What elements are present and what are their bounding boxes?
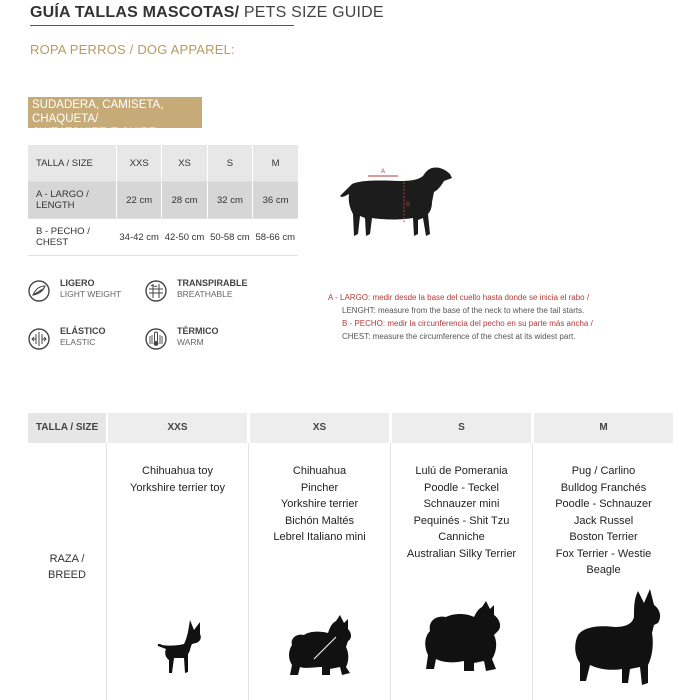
pomeranian-s-silhouette — [424, 601, 506, 673]
breed-list-xs — [250, 463, 389, 546]
apparel-chest-row — [28, 219, 298, 256]
column-divider — [248, 443, 249, 700]
apparel-size-s: S — [207, 145, 252, 182]
breed-column-xxs — [108, 413, 247, 700]
pomeranian-xs-silhouette — [286, 615, 358, 677]
title-es: GUÍA TALLAS MASCOTAS/ — [30, 4, 240, 21]
length-m: 36 cm — [253, 182, 298, 219]
feature-breathable-en: BREATHABLE — [177, 289, 233, 299]
feature-lightweight-es: LIGERO — [60, 278, 95, 288]
elastic-icon — [28, 328, 50, 350]
apparel-size-xs: XS — [162, 145, 207, 182]
apparel-header-label: TALLA / SIZE — [28, 145, 117, 182]
feature-breathable-es: TRANSPIRABLE — [177, 278, 248, 288]
breed-item: Chihuahua — [292, 465, 347, 477]
column-divider — [532, 443, 533, 700]
feature-elastic — [28, 326, 138, 354]
feature-lightweight — [28, 278, 138, 306]
breed-item: Pincher — [300, 481, 339, 494]
feature-elastic-es: ELÁSTICO — [60, 326, 106, 336]
breathable-icon — [145, 280, 167, 302]
breed-list-m — [534, 463, 673, 579]
breed-item: Bichón Maltés — [284, 514, 355, 527]
breed-column-m — [534, 413, 673, 700]
note-length-en: LENGHT: measure from the base of the neck to where the tail starts. — [342, 306, 585, 315]
breed-size-xxs: XXS — [108, 413, 247, 443]
apparel-size-xxs: XXS — [117, 145, 162, 182]
feature-lightweight-en: LIGHT WEIGHT — [60, 289, 122, 299]
apparel-length-row — [28, 182, 298, 219]
apparel-header-row — [28, 145, 298, 182]
figure-label-a: A — [381, 169, 386, 175]
breed-item: Australian Silky Terrier — [406, 547, 517, 560]
banner-line-es: SUDADERA, CAMISETA, CHAQUETA/ — [32, 99, 164, 125]
breed-list-xxs — [108, 463, 247, 496]
apparel-size-table — [28, 145, 298, 256]
length-s: 32 cm — [207, 182, 252, 219]
breed-item: Schnauzer mini — [423, 498, 500, 510]
length-xxs: 22 cm — [117, 182, 162, 219]
feature-warm-es: TÉRMICO — [177, 326, 219, 336]
column-divider — [106, 443, 107, 700]
breed-item: Chihuahua toy — [142, 465, 213, 477]
apparel-size-m: M — [253, 145, 298, 182]
breed-header-label: TALLA / SIZE — [28, 413, 106, 443]
measure-dog-silhouette — [340, 167, 452, 236]
breed-item: Canniche — [438, 531, 485, 543]
breed-item: Lebrel Italiano mini — [273, 531, 366, 543]
feather-icon — [28, 280, 50, 302]
chest-s: 50-58 cm — [207, 219, 252, 256]
length-label: A - LARGO / LENGTH — [28, 182, 117, 219]
breed-list-s — [392, 463, 531, 562]
breed-item: Fox Terrier - Westie — [555, 547, 652, 560]
feature-breathable — [145, 278, 255, 306]
breed-item: Yorkshire terrier toy — [130, 481, 225, 494]
note-chest-en: CHEST: measure the circumference of the chest at its widest part. — [342, 332, 576, 341]
note-length-es: A - LARGO: medir desde la base del cuello hasta donde se inicia el rabo / — [328, 293, 590, 302]
length-xs: 28 cm — [162, 182, 207, 219]
category-banner — [28, 97, 202, 139]
chest-xxs: 34-42 cm — [117, 219, 162, 256]
subtitle-en: DOG APPAREL: — [137, 42, 235, 57]
breed-item: Poodle - Schnauzer — [555, 498, 652, 510]
row-label-es: RAZA / — [49, 553, 85, 565]
row-label-breed — [28, 551, 106, 583]
note-chest-es: B - PECHO: medir la circunferencia del pecho en su parte más ancha / — [342, 319, 593, 328]
breed-size-xs: XS — [250, 413, 389, 443]
breed-item: Lulú de Pomerania — [415, 465, 508, 477]
title-en: PETS SIZE GUIDE — [239, 4, 384, 21]
dog-measurement-illustration — [340, 162, 455, 242]
feature-warm — [145, 326, 255, 354]
figure-label-b: B — [406, 202, 411, 208]
breed-item: Pequinés - Shit Tzu — [413, 514, 510, 527]
row-label-en: BREED — [48, 569, 86, 581]
chest-xs: 42-50 cm — [162, 219, 207, 256]
breed-item: Beagle — [586, 564, 621, 576]
chest-label: B - PECHO / CHEST — [28, 219, 117, 256]
breed-item: Jack Russel — [573, 514, 634, 527]
feature-elastic-en: ELASTIC — [60, 337, 96, 347]
chihuahua-toy-silhouette — [154, 618, 206, 676]
breed-label-column — [28, 413, 106, 700]
subtitle-es: ROPA PERROS / — [30, 42, 138, 57]
banner-line-en: SWEATSHIRT, T-SHIRT, — [32, 127, 158, 139]
breed-size-s: S — [392, 413, 531, 443]
title-underline — [30, 25, 294, 26]
feature-warm-en: WARM — [177, 337, 204, 347]
french-bulldog-silhouette — [574, 587, 668, 687]
breed-item: Bulldog Franchés — [560, 481, 647, 494]
breed-item: Yorkshire terrier — [280, 498, 359, 510]
thermometer-icon — [145, 328, 167, 350]
breed-column-xs — [250, 413, 389, 700]
breed-size-m: M — [534, 413, 673, 443]
chest-m: 58-66 cm — [253, 219, 298, 256]
breed-item: Boston Terrier — [569, 531, 638, 543]
page-title — [30, 4, 384, 22]
breed-item: Poodle - Teckel — [423, 481, 499, 494]
breed-column-s — [392, 413, 531, 700]
section-subtitle — [30, 42, 235, 57]
column-divider — [390, 443, 391, 700]
measurement-notes — [328, 291, 628, 343]
breed-item: Pug / Carlino — [571, 465, 636, 477]
breed-size-table — [28, 413, 673, 700]
